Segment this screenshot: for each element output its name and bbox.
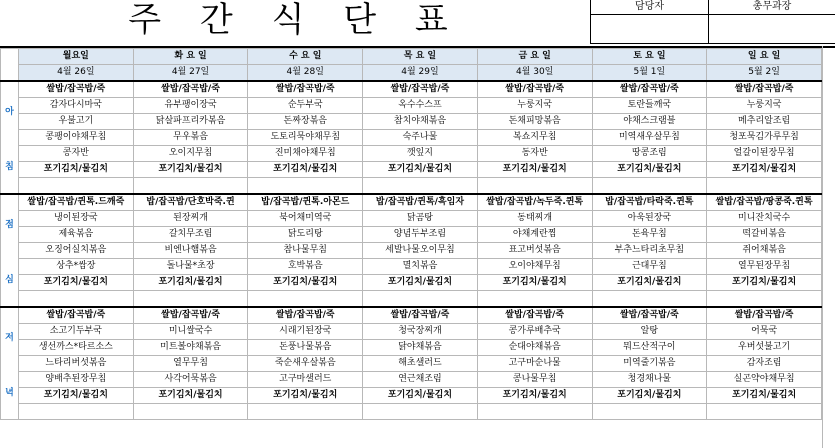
menu-cell[interactable]: 돈채피망볶음 xyxy=(477,114,592,130)
meal-label-top: 아 xyxy=(5,106,14,117)
menu-cell[interactable]: 상추*쌈장 xyxy=(19,259,134,275)
menu-cell[interactable]: 닭도리탕 xyxy=(248,227,363,243)
menu-cell[interactable]: 양배추된장무침 xyxy=(19,372,134,388)
menu-row xyxy=(1,307,822,324)
menu-cell[interactable]: 미니잔치국수 xyxy=(707,211,822,227)
menu-cell[interactable]: 비엔나햄볶음 xyxy=(133,243,248,259)
menu-row xyxy=(1,211,822,227)
menu-cell[interactable]: 청국장찌개 xyxy=(363,324,478,340)
menu-cell[interactable] xyxy=(707,404,822,420)
menu-cell[interactable]: 쌀밥/잡곡밥/퀸톡.드깨죽 xyxy=(19,194,134,211)
menu-cell[interactable]: 양념두부조림 xyxy=(363,227,478,243)
menu-cell[interactable] xyxy=(19,404,134,420)
menu-cell[interactable]: 감자다시마국 xyxy=(19,98,134,114)
meal-label-top: 저 xyxy=(5,332,14,343)
menu-cell[interactable]: 참치야채볶음 xyxy=(363,114,478,130)
sheet-edge xyxy=(822,46,835,448)
menu-cell[interactable]: 야채스크램블 xyxy=(592,114,707,130)
menu-cell[interactable]: 누룽지국 xyxy=(707,98,822,114)
approval-box xyxy=(590,0,835,44)
menu-cell[interactable]: 시래기된장국 xyxy=(248,324,363,340)
approval-label-manager: 담당자 xyxy=(591,0,709,15)
meal-label-gap xyxy=(1,117,18,159)
menu-row xyxy=(1,227,822,243)
menu-cell[interactable]: 순두부국 xyxy=(248,98,363,114)
menu-row xyxy=(1,388,822,404)
menu-cell[interactable] xyxy=(592,178,707,195)
menu-cell[interactable]: 포기김치/물김치 xyxy=(248,388,363,404)
menu-cell[interactable]: 열무된장무침 xyxy=(707,259,822,275)
menu-cell[interactable]: 밥/잡곡밥/퀸톡/흑임자 xyxy=(363,194,478,211)
menu-cell[interactable] xyxy=(707,178,822,195)
menu-cell[interactable]: 오징어실치볶음 xyxy=(19,243,134,259)
menu-cell[interactable]: 해초샐러드 xyxy=(363,356,478,372)
day-name: 목 요 일 xyxy=(363,49,478,65)
menu-cell[interactable]: 우불고기 xyxy=(19,114,134,130)
menu-cell[interactable]: 진미채야채무침 xyxy=(248,146,363,162)
menu-row xyxy=(1,275,822,291)
menu-row xyxy=(1,130,822,146)
menu-cell[interactable]: 콩팽이야채무침 xyxy=(19,130,134,146)
menu-cell[interactable]: 감자조림 xyxy=(707,356,822,372)
menu-cell[interactable]: 옥수수스프 xyxy=(363,98,478,114)
menu-cell[interactable] xyxy=(248,291,363,308)
menu-cell[interactable]: 소고기두부국 xyxy=(19,324,134,340)
menu-cell[interactable]: 쌀밥/잡곡밥/죽 xyxy=(477,81,592,98)
meal-label xyxy=(1,81,19,194)
menu-cell[interactable]: 미역새우살무침 xyxy=(592,130,707,146)
menu-cell[interactable]: 참나물무침 xyxy=(248,243,363,259)
meal-label xyxy=(1,307,19,420)
meal-label-gap xyxy=(1,343,18,385)
day-name: 수 요 일 xyxy=(248,49,363,65)
menu-cell[interactable]: 닭살파프리카볶음 xyxy=(133,114,248,130)
menu-cell[interactable]: 돌나물*초장 xyxy=(133,259,248,275)
menu-cell[interactable]: 어묵국 xyxy=(707,324,822,340)
menu-cell[interactable]: 얼갈이된장무침 xyxy=(707,146,822,162)
menu-cell[interactable]: 청포묵김가루무침 xyxy=(707,130,822,146)
menu-cell[interactable]: 생선까스*타르소스 xyxy=(19,340,134,356)
menu-cell[interactable]: 무우볶음 xyxy=(133,130,248,146)
menu-cell[interactable]: 제육볶음 xyxy=(19,227,134,243)
menu-row xyxy=(1,81,822,98)
menu-cell[interactable]: 순대야채볶음 xyxy=(477,340,592,356)
day-name: 화 요 일 xyxy=(133,49,248,65)
menu-row xyxy=(1,178,822,195)
meal-label-gap xyxy=(1,230,18,272)
menu-cell[interactable]: 호박볶음 xyxy=(248,259,363,275)
menu-cell[interactable]: 숙주나물 xyxy=(363,130,478,146)
menu-cell[interactable]: 포기김치/물김치 xyxy=(363,162,478,178)
menu-cell[interactable]: 포기김치/물김치 xyxy=(133,162,248,178)
menu-cell[interactable]: 쌀밥/잡곡밥/죽 xyxy=(133,81,248,98)
menu-cell[interactable]: 땅콩조림 xyxy=(592,146,707,162)
menu-cell[interactable]: 깻잎지 xyxy=(363,146,478,162)
day-name: 일 요 일 xyxy=(707,49,822,65)
menu-cell[interactable]: 포기김치/물김치 xyxy=(19,162,134,178)
approval-sign-manager[interactable] xyxy=(591,15,709,44)
menu-cell[interactable]: 쌀밥/잡곡밥/녹두죽.퀸톡 xyxy=(477,194,592,211)
menu-cell[interactable]: 멸치볶음 xyxy=(363,259,478,275)
menu-cell[interactable]: 고구마순나물 xyxy=(477,356,592,372)
menu-cell[interactable]: 도토리묵야채무침 xyxy=(248,130,363,146)
menu-cell[interactable]: 쌀밥/잡곡밥/팡콩죽.퀸톡 xyxy=(707,194,822,211)
menu-cell[interactable] xyxy=(363,291,478,308)
corner-cell xyxy=(1,49,19,82)
header xyxy=(0,0,835,44)
menu-cell[interactable]: 밥/잡곡밥/단호박죽.퀸 xyxy=(133,194,248,211)
menu-row xyxy=(1,243,822,259)
menu-cell[interactable] xyxy=(592,291,707,308)
date-row xyxy=(1,65,822,82)
menu-cell[interactable]: 복쇼지무침 xyxy=(477,130,592,146)
menu-cell[interactable]: 뭐드산적구이 xyxy=(592,340,707,356)
day-date: 4월 30일 xyxy=(477,65,592,82)
day-date: 5월 1일 xyxy=(592,65,707,82)
menu-cell[interactable]: 포기김치/물김치 xyxy=(133,275,248,291)
menu-cell[interactable]: 근대무침 xyxy=(592,259,707,275)
menu-cell[interactable]: 야채계란찜 xyxy=(477,227,592,243)
menu-row xyxy=(1,162,822,178)
menu-cell[interactable]: 유부팽이장국 xyxy=(133,98,248,114)
menu-cell[interactable]: 포기김치/물김치 xyxy=(248,162,363,178)
day-date: 4월 29일 xyxy=(363,65,478,82)
day-name: 토 요 일 xyxy=(592,49,707,65)
menu-cell[interactable]: 돈짜장볶음 xyxy=(248,114,363,130)
menu-cell[interactable]: 쌀밥/잡곡밥/죽 xyxy=(592,81,707,98)
day-date: 4월 27일 xyxy=(133,65,248,82)
day-name: 월요일 xyxy=(19,49,134,65)
day-header-row xyxy=(1,49,822,65)
menu-cell[interactable] xyxy=(477,291,592,308)
menu-cell[interactable]: 갈치무조림 xyxy=(133,227,248,243)
menu-cell[interactable]: 콩나물무침 xyxy=(477,372,592,388)
menu-cell[interactable]: 우버섯불고기 xyxy=(707,340,822,356)
menu-cell[interactable]: 포기김치/물김치 xyxy=(477,388,592,404)
menu-cell[interactable]: 쌀밥/잡곡밥/죽 xyxy=(248,307,363,324)
menu-cell[interactable]: 쌀밥/잡곡밥/죽 xyxy=(19,307,134,324)
meal-label-bottom: 침 xyxy=(5,161,14,172)
menu-cell[interactable]: 세발나물오이무침 xyxy=(363,243,478,259)
menu-cell[interactable]: 미역줄기볶음 xyxy=(592,356,707,372)
menu-cell[interactable]: 청경채나물 xyxy=(592,372,707,388)
menu-cell[interactable]: 오이지무침 xyxy=(133,146,248,162)
menu-cell[interactable]: 느타리버섯볶음 xyxy=(19,356,134,372)
meal-label-bottom: 심 xyxy=(5,274,14,285)
menu-cell[interactable]: 쌀밥/잡곡밥/죽 xyxy=(707,81,822,98)
menu-cell[interactable]: 콩가루배추국 xyxy=(477,324,592,340)
menu-row xyxy=(1,324,822,340)
weekly-menu-table xyxy=(0,48,822,420)
menu-cell[interactable]: 포기김치/물김치 xyxy=(592,162,707,178)
menu-cell[interactable]: 밥/잡곡밥/퀸톡.아몬드 xyxy=(248,194,363,211)
menu-cell[interactable] xyxy=(133,404,248,420)
menu-cell[interactable]: 부추느타리초무침 xyxy=(592,243,707,259)
menu-cell[interactable] xyxy=(363,178,478,195)
menu-cell[interactable]: 미트볼야채볶음 xyxy=(133,340,248,356)
menu-cell[interactable]: 쌀밥/잡곡밥/죽 xyxy=(592,307,707,324)
menu-cell[interactable]: 돈육무침 xyxy=(592,227,707,243)
menu-cell[interactable]: 된장찌개 xyxy=(133,211,248,227)
menu-cell[interactable] xyxy=(592,404,707,420)
menu-cell[interactable] xyxy=(133,291,248,308)
menu-cell[interactable]: 쌀밥/잡곡밥/죽 xyxy=(707,307,822,324)
menu-cell[interactable]: 동자반 xyxy=(477,146,592,162)
menu-cell[interactable] xyxy=(248,404,363,420)
menu-cell[interactable]: 누룽지국 xyxy=(477,98,592,114)
menu-cell[interactable]: 사각어묵볶음 xyxy=(133,372,248,388)
menu-cell[interactable]: 떡갈비볶음 xyxy=(707,227,822,243)
menu-cell[interactable]: 열무무침 xyxy=(133,356,248,372)
menu-cell[interactable]: 쥐어채볶음 xyxy=(707,243,822,259)
menu-cell[interactable] xyxy=(248,178,363,195)
menu-cell[interactable]: 쌀밥/잡곡밥/죽 xyxy=(477,307,592,324)
menu-cell[interactable] xyxy=(19,178,134,195)
menu-cell[interactable]: 토란들깨국 xyxy=(592,98,707,114)
menu-row xyxy=(1,259,822,275)
menu-cell[interactable]: 쌀밥/잡곡밥/죽 xyxy=(19,81,134,98)
menu-cell[interactable]: 포기김치/물김치 xyxy=(363,388,478,404)
approval-sign-chief[interactable] xyxy=(709,15,835,44)
menu-cell[interactable]: 아욱된장국 xyxy=(592,211,707,227)
menu-cell[interactable]: 포기김치/물김치 xyxy=(477,162,592,178)
meal-label xyxy=(1,194,19,307)
menu-cell[interactable]: 냉이된장국 xyxy=(19,211,134,227)
menu-cell[interactable]: 포기김치/물김치 xyxy=(19,388,134,404)
menu-cell[interactable]: 쌀밥/잡곡밥/죽 xyxy=(248,81,363,98)
menu-cell[interactable]: 포기김치/물김치 xyxy=(363,275,478,291)
menu-cell[interactable] xyxy=(477,178,592,195)
menu-cell[interactable]: 알탕 xyxy=(592,324,707,340)
menu-cell[interactable]: 죽순새우살볶음 xyxy=(248,356,363,372)
menu-row xyxy=(1,340,822,356)
menu-row xyxy=(1,372,822,388)
menu-cell[interactable]: 동태찌개 xyxy=(477,211,592,227)
menu-row xyxy=(1,194,822,211)
menu-cell[interactable]: 표고버섯볶음 xyxy=(477,243,592,259)
menu-cell[interactable]: 메추리알조림 xyxy=(707,114,822,130)
menu-row xyxy=(1,291,822,308)
menu-cell[interactable]: 포기김치/물김치 xyxy=(592,275,707,291)
menu-cell[interactable]: 밥/잡곡밥/타락죽.퀸톡 xyxy=(592,194,707,211)
menu-cell[interactable]: 콩자반 xyxy=(19,146,134,162)
menu-cell[interactable]: 실곤약야채무침 xyxy=(707,372,822,388)
meal-label-bottom: 녁 xyxy=(5,387,14,398)
menu-cell[interactable]: 미니쌀국수 xyxy=(133,324,248,340)
approval-label-chief: 총무과장 xyxy=(709,0,835,15)
meal-label-top: 점 xyxy=(5,219,14,230)
menu-row xyxy=(1,114,822,130)
menu-cell[interactable]: 쌀밥/잡곡밥/죽 xyxy=(363,307,478,324)
menu-cell[interactable] xyxy=(363,404,478,420)
menu-cell[interactable]: 포기김치/물김치 xyxy=(592,388,707,404)
menu-cell[interactable]: 포기김치/물김치 xyxy=(707,388,822,404)
menu-cell[interactable]: 돈풍나물볶음 xyxy=(248,340,363,356)
menu-cell[interactable] xyxy=(133,178,248,195)
day-date: 5월 2일 xyxy=(707,65,822,82)
menu-cell[interactable]: 닭곰탕 xyxy=(363,211,478,227)
menu-cell[interactable]: 쌀밥/잡곡밥/죽 xyxy=(363,81,478,98)
menu-row xyxy=(1,356,822,372)
menu-cell[interactable]: 오이야채무침 xyxy=(477,259,592,275)
menu-cell[interactable]: 포기김치/물김치 xyxy=(133,388,248,404)
menu-row xyxy=(1,146,822,162)
day-date: 4월 26일 xyxy=(19,65,134,82)
menu-cell[interactable]: 포기김치/물김치 xyxy=(248,275,363,291)
menu-cell[interactable]: 고구마샐러드 xyxy=(248,372,363,388)
menu-cell[interactable]: 포기김치/물김치 xyxy=(19,275,134,291)
menu-row xyxy=(1,404,822,420)
day-date: 4월 28일 xyxy=(248,65,363,82)
menu-cell[interactable]: 연근채조림 xyxy=(363,372,478,388)
menu-cell[interactable]: 포기김치/물김치 xyxy=(707,162,822,178)
menu-cell[interactable]: 북어채미역국 xyxy=(248,211,363,227)
menu-cell[interactable] xyxy=(707,291,822,308)
page-title: 주 간 식 단 표 xyxy=(128,0,462,40)
menu-cell[interactable]: 닭야채볶음 xyxy=(363,340,478,356)
menu-row xyxy=(1,98,822,114)
menu-cell[interactable] xyxy=(19,291,134,308)
menu-cell[interactable]: 포기김치/물김치 xyxy=(707,275,822,291)
day-name: 금 요 일 xyxy=(477,49,592,65)
menu-cell[interactable] xyxy=(477,404,592,420)
menu-cell[interactable]: 포기김치/물김치 xyxy=(477,275,592,291)
menu-cell[interactable]: 쌀밥/잡곡밥/죽 xyxy=(133,307,248,324)
